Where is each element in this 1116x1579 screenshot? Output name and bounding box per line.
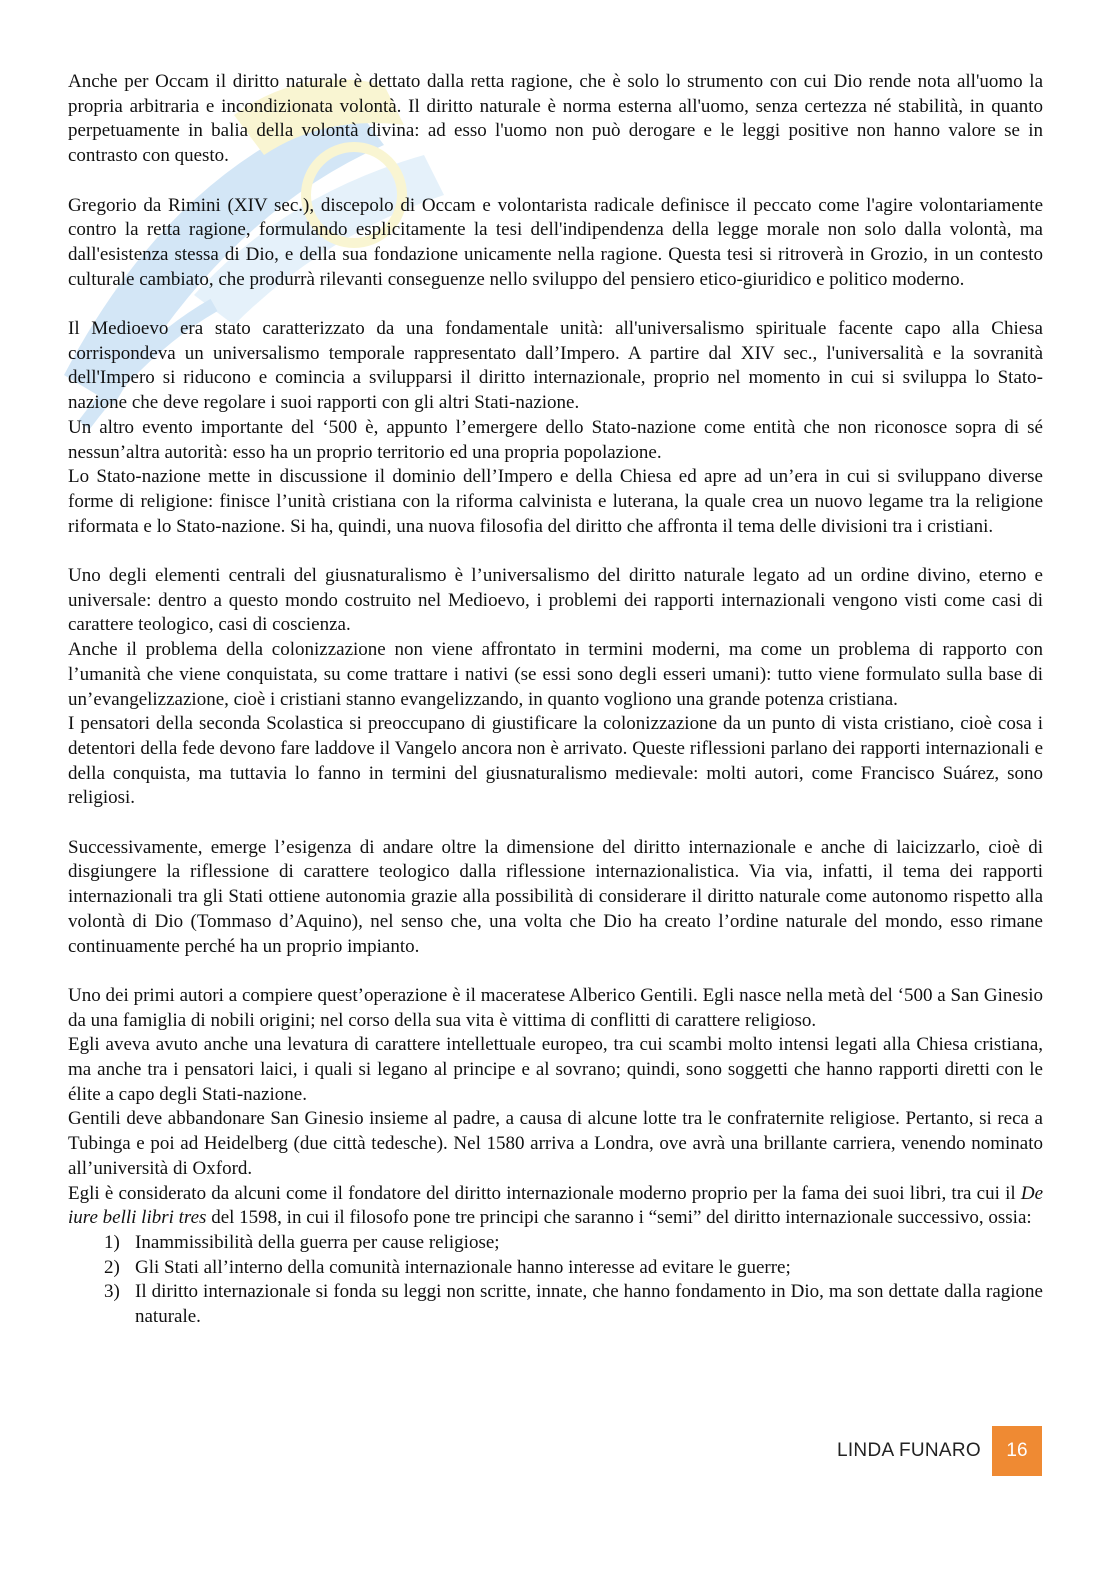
list-item-number: 3) bbox=[104, 1281, 120, 1303]
paragraph-gentili-carriera: Gentili deve abbandonare San Ginesio insieme al padre, a causa di alcune lotte tra le confraternite religiose. Pertanto, si reca a Tubinga e poi ad Heidelberg (due città tedesche). Nel 1580 arriva a Londra, ove avrà una brillante carriera, venendo nominato all’università di Oxford. bbox=[68, 1108, 1043, 1179]
page-number-badge: 16 bbox=[992, 1426, 1042, 1476]
paragraph-text-segment: Egli è considerato da alcuni come il fondatore del diritto internazionale moderno proprio per la fama dei suoi libri, tra cui il bbox=[68, 1182, 1021, 1204]
paragraph-stato-nazione: Un altro evento importante del ‘500 è, appunto l’emergere dello Stato-nazione come entità che non riconosce sopra di sé nessun’altra autorità: esso ha un proprio territorio ed una propria popolazione. bbox=[68, 416, 1043, 463]
list-item-number: 1) bbox=[104, 1231, 120, 1253]
paragraph-text-segment: del 1598, in cui il filosofo pone tre principi che saranno i “semi” del diritto internazionale successivo, ossia: bbox=[206, 1207, 1032, 1229]
author-name: LINDA FUNARO bbox=[836, 1440, 981, 1461]
paragraph-colonizzazione: Anche il problema della colonizzazione non viene affrontato in termini moderni, ma come un problema di rapporto con l’umanità che viene conquistata, su come trattare i nativi (se essi sono degli esseri umani): tutto viene formulato sulla base di un’evangelizzazione, cioè i cristiani stanno evangelizzando, in quanto vogliono una grande potenza cristiana. bbox=[68, 639, 1043, 710]
page-body bbox=[68, 70, 1043, 1330]
paragraph-seconda-scolastica: I pensatori della seconda Scolastica si preoccupano di giustificare la colonizzazione da un punto di vista cristiano, cioè cosa i detentori della fede devono fare laddove il Vangelo ancora non è arrivato. Queste riflessioni parlano dei rapporti internazionali e della conquista, ma tuttavia lo fanno in termini del giusnaturalismo medievale: molti autori, come Francisco Suárez, sono religiosi. bbox=[68, 713, 1043, 809]
list-item bbox=[68, 1231, 1043, 1256]
paragraph-medioevo: Il Medioevo era stato caratterizzato da una fondamentale unità: all'universalismo spirituale facente capo alla Chiesa corrispondeva un universalismo temporale rappresentato dall’Impero. A partire dal XIV sec., l'universalità e la sovranità dell'Impero si riducono e comincia a svilupparsi il diritto internazionale, proprio nel momento in cui si sviluppa lo Stato-nazione che deve regolare i suoi rapporti con gli altri Stati-nazione. bbox=[68, 318, 1043, 414]
list-item bbox=[68, 1280, 1043, 1329]
list-item-text: Il diritto internazionale si fonda su leggi non scritte, innate, che hanno fondamento in Dio, ma son dettate dalla ragione naturale. bbox=[135, 1281, 1043, 1328]
list-item-text: Inammissibilità della guerra per cause religiose; bbox=[135, 1231, 500, 1253]
page-footer bbox=[837, 1426, 1042, 1476]
book-title: De iure belli libri tres bbox=[68, 1182, 1043, 1229]
paragraph-occam: Anche per Occam il diritto naturale è dettato dalla retta ragione, che è solo lo strumento con cui Dio rende nota all'uomo la propria arbitraria e incondizionata volontà. Il diritto naturale è norma esterna all'uomo, senza certezza né stabilità, in quanto perpetuamente in balia della volontà divina: ad esso l'uomo non può derogare e le leggi positive non hanno valore se in contrasto con questo. bbox=[68, 71, 1043, 167]
paragraph-gregorio-da-rimini: Gregorio da Rimini (XIV sec.), discepolo di Occam e volontarista radicale definisce il peccato come l'agire volontariamente contro la retta ragione, formulando esplicitamente la tesi dell'indipendenza della legge morale non solo dalla volontà, ma dall'esistenza stessa di Dio, e della sua fondazione unicamente nella ragione. Questa tesi si ritroverà in Grozio, in un contesto culturale cambiato, che produrrà rilevanti conseguenze nello sviluppo del pensiero etico-giuridico e politico moderno. bbox=[68, 194, 1043, 290]
paragraph-giusnaturalismo: Uno degli elementi centrali del giusnaturalismo è l’universalismo del diritto naturale legato ad un ordine divino, eterno e universale: dentro a questo mondo costruito nel Medioevo, i problemi dei rapporti internazionali vengono visti come casi di carattere teologico, casi di coscienza. bbox=[68, 565, 1043, 636]
paragraph-gentili-origini: Uno dei primi autori a compiere quest’operazione è il maceratese Alberico Gentili. Egli nasce nella metà del ‘500 a San Ginesio da una famiglia di nobili origini; nel corso della sua vita è vittima di conflitti di carattere religioso. bbox=[68, 984, 1043, 1031]
list-item bbox=[68, 1256, 1043, 1281]
list-item-text: Gli Stati all’interno della comunità internazionale hanno interesse ad evitare le guerre; bbox=[135, 1256, 791, 1278]
principles-list bbox=[68, 1231, 1043, 1330]
list-item-number: 2) bbox=[104, 1256, 120, 1278]
paragraph-riforma: Lo Stato-nazione mette in discussione il dominio dell’Impero e della Chiesa ed apre ad un’era in cui si sviluppano diverse forme di religione: finisce l’unità cristiana con la riforma calvinista e luterana, la quale crea un nuovo legame tra la religione riformata e lo Stato-nazione. Si ha, quindi, una nuova filosofia del diritto che affronta il tema delle divisioni tra i cristiani. bbox=[68, 466, 1043, 537]
paragraph-gentili-levatura: Egli aveva avuto anche una levatura di carattere intellettuale europeo, tra cui scambi molto intensi legati alla Chiesa cristiana, ma anche tra i pensatori laici, i quali si legano al principe e al sovrano; quindi, sono soggetti che hanno rapporti diretti con le élite a capo degli Stati-nazione. bbox=[68, 1034, 1043, 1105]
paragraph-de-iure-belli bbox=[68, 1182, 1043, 1231]
paragraph-laicizzazione: Successivamente, emerge l’esigenza di andare oltre la dimensione del diritto internazionale e anche di laicizzarlo, cioè di disgiungere la riflessione di carattere teologico dalla riflessione internazionalistica. Via via, infatti, il tema dei rapporti internazionali tra gli Stati ottiene autonomia grazie alla possibilità di considerare il diritto naturale come autonomo rispetto alla volontà di Dio (Tommaso d’Aquino), nel senso che, una volta che Dio ha creato l’ordine naturale del mondo, esso rimane continuamente perché ha un proprio impianto. bbox=[68, 836, 1043, 957]
